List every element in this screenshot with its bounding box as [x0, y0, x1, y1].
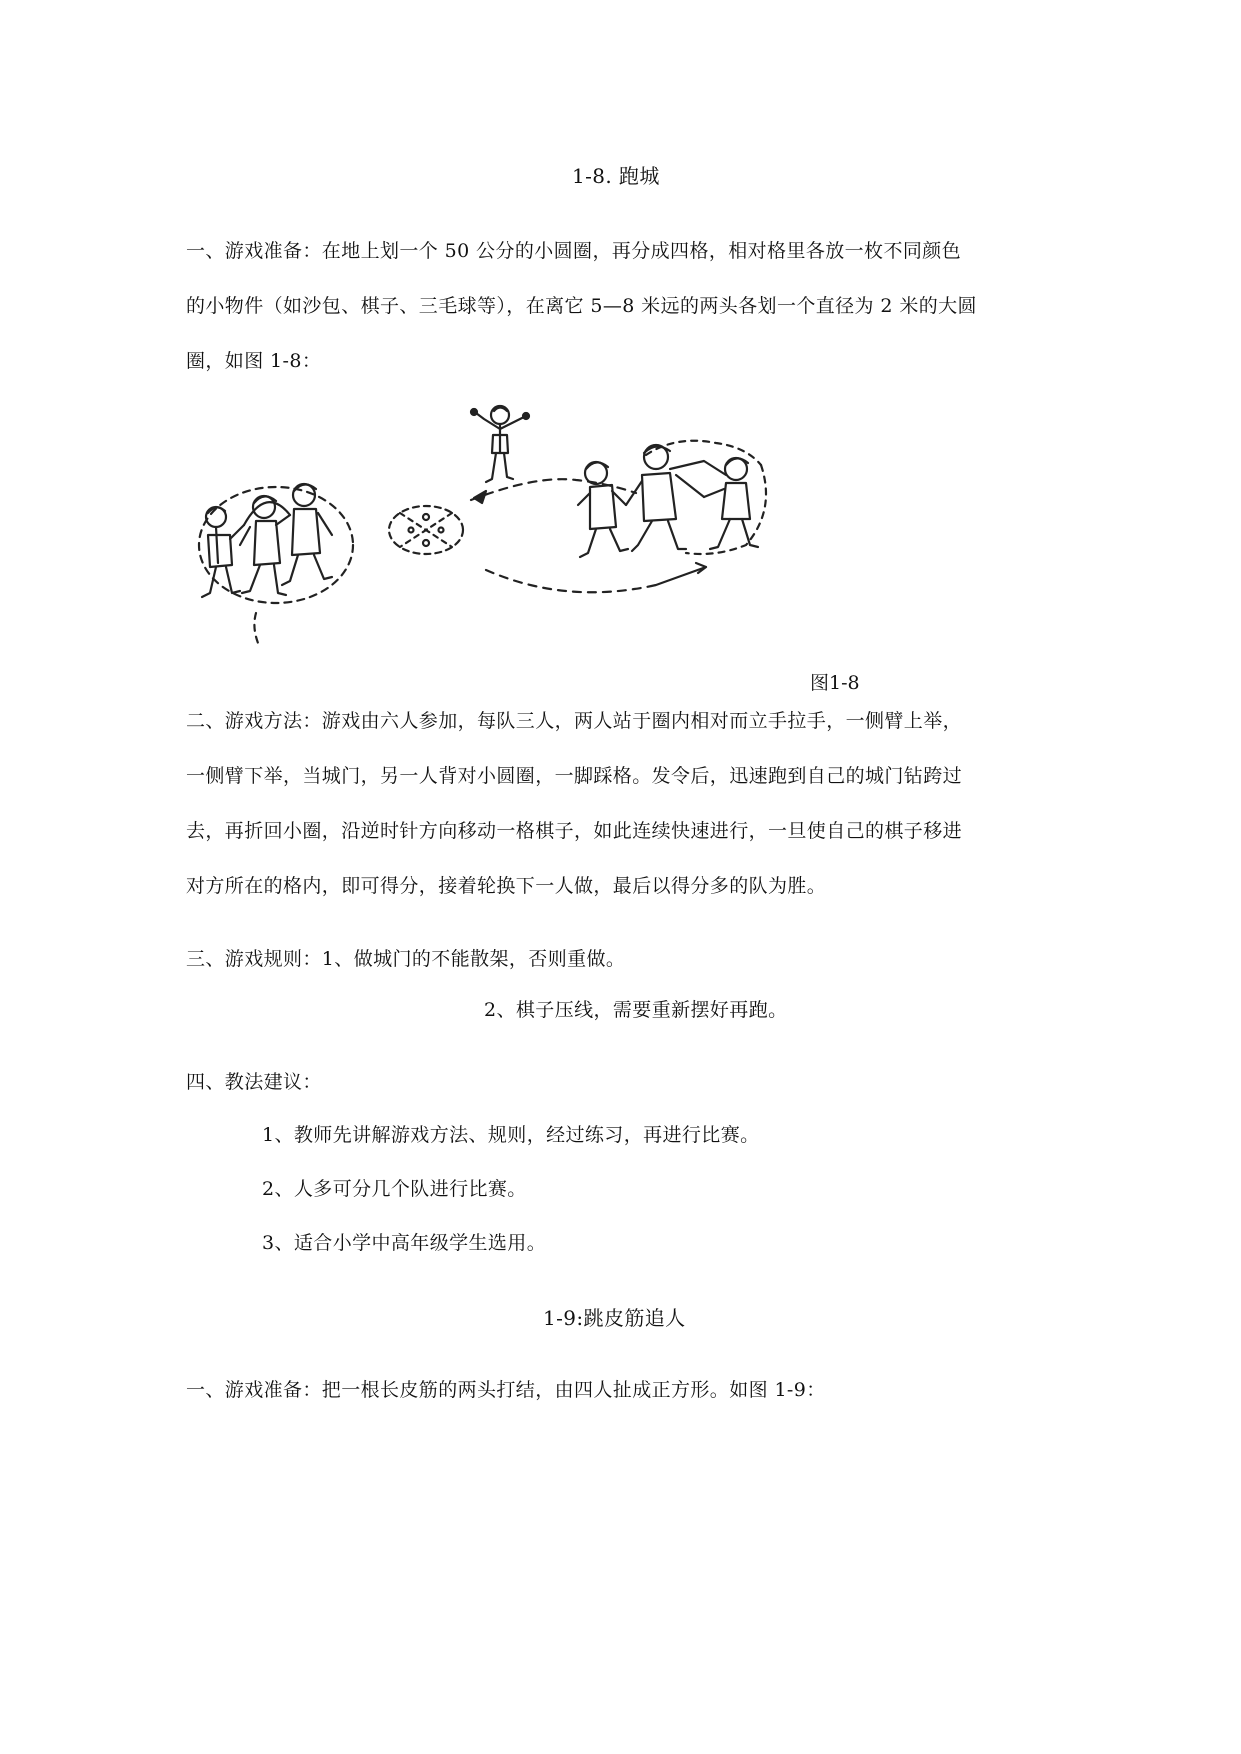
figure-1-8-illustration — [186, 395, 876, 690]
method-line-3: 去，再折回小圈，沿逆时针方向移动一格棋子，如此连续快速进行，一旦使自己的棋子移进 — [186, 820, 963, 842]
prep-line-3: 圈，如图 1-8： — [186, 350, 322, 372]
prep-line-2: 的小物件（如沙包、棋子、三毛球等），在离它 5—8 米远的两头各划一个直径为 2 米的大圆 — [186, 295, 977, 317]
section-title-1-9: 1-9:跳皮筋追人 — [543, 1306, 686, 1330]
rules-line-2: 2、棋子压线，需要重新摆好再跑。 — [484, 999, 788, 1021]
method-line-1: 二、游戏方法：游戏由六人参加，每队三人，两人站于圈内相对而立手拉手，一侧臂上举， — [186, 710, 963, 732]
section-title-1-8: 1-8. 跑城 — [572, 164, 660, 188]
right-team-figures — [578, 445, 758, 557]
method-line-2: 一侧臂下举，当城门，另一人背对小圆圈，一脚踩格。发令后，迅速跑到自己的城门钻跨过 — [186, 765, 963, 787]
small-center-circle — [389, 506, 463, 554]
figure-1-8-caption: 图1-8 — [810, 672, 860, 694]
teaching-item-3: 3、适合小学中高年级学生选用。 — [262, 1232, 547, 1254]
prep-line-1: 一、游戏准备：在地上划一个 50 公分的小圆圈，再分成四格，相对格里各放一枚不同颜色 — [186, 240, 962, 262]
method-line-4: 对方所在的格内，即可得分，接着轮换下一人做，最后以得分多的队为胜。 — [186, 875, 827, 897]
teaching-item-1: 1、教师先讲解游戏方法、规则，经过练习，再进行比赛。 — [262, 1124, 760, 1146]
left-team-figures — [202, 484, 332, 597]
teaching-heading: 四、教法建议： — [186, 1071, 322, 1093]
rules-line-1: 三、游戏规则：1、做城门的不能散架，否则重做。 — [186, 948, 626, 970]
section-1-9-prep-line: 一、游戏准备：把一根长皮筋的两头打结，由四人扯成正方形。如图 1-9： — [186, 1379, 826, 1401]
referee-figure — [471, 406, 529, 482]
teaching-item-2: 2、人多可分几个队进行比赛。 — [262, 1178, 527, 1200]
